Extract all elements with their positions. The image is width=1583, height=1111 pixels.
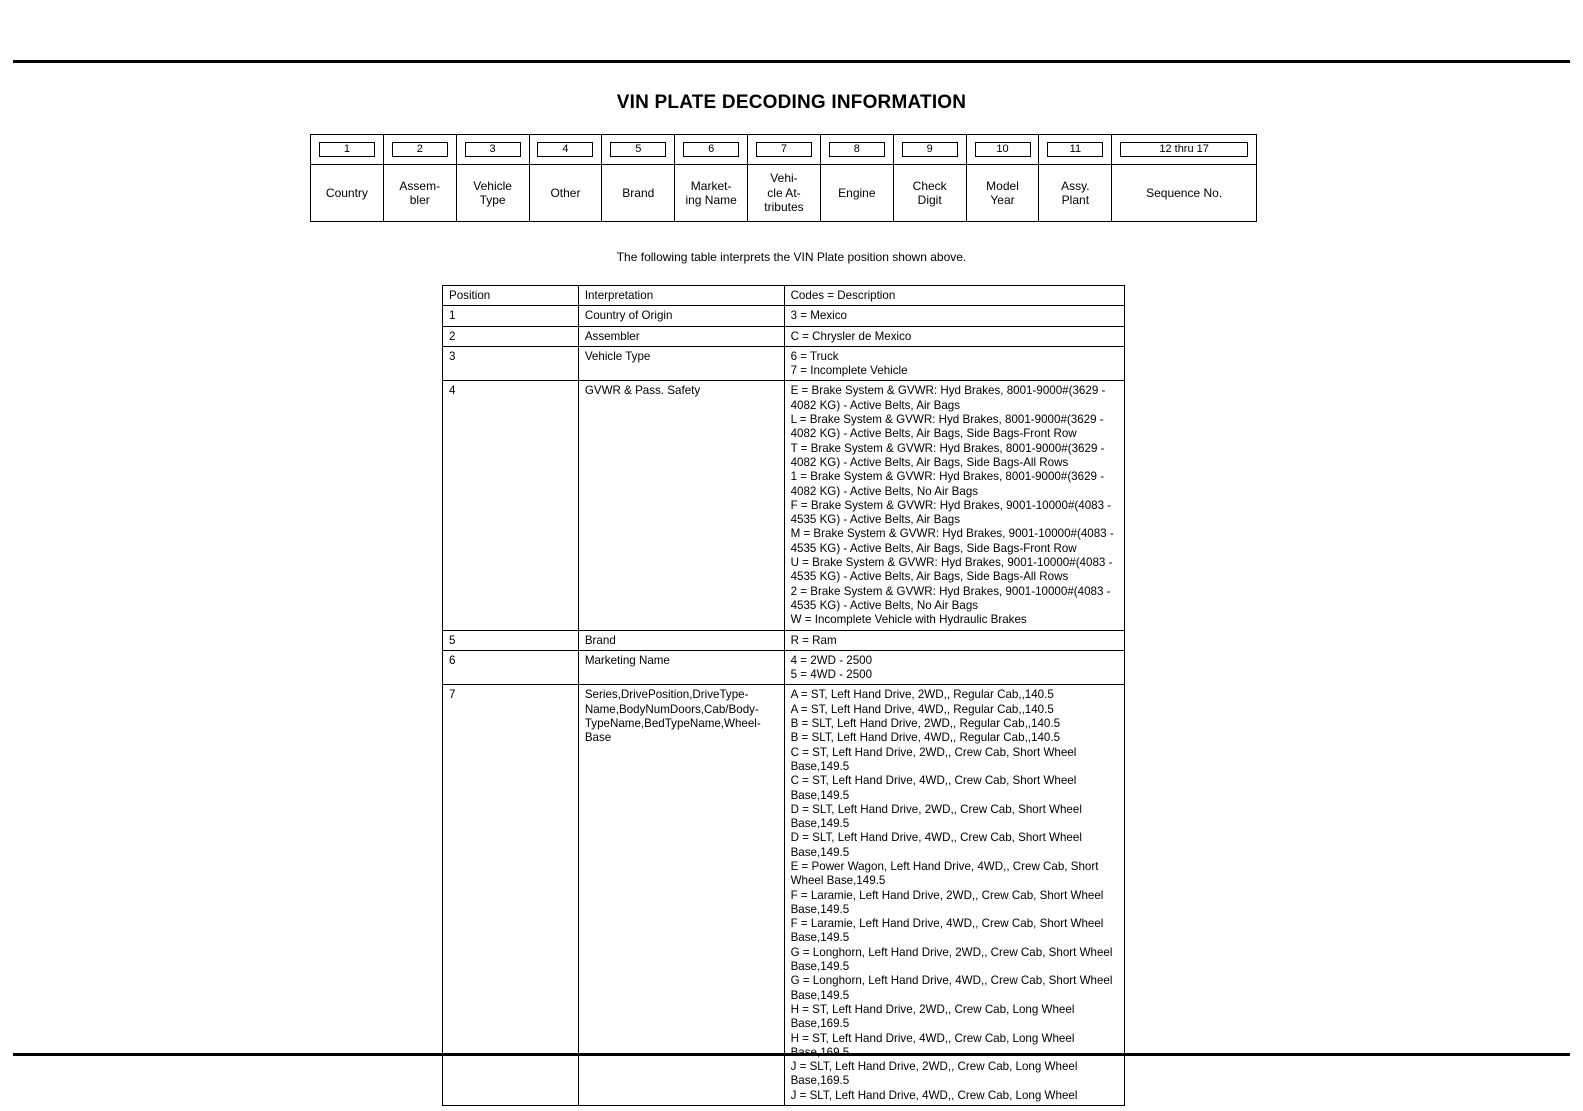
vin-position-6 (675, 135, 748, 221)
vin-position-1 (311, 135, 384, 221)
vin-position-3 (457, 135, 530, 221)
code-entry: B = SLT, Left Hand Drive, 2WD,, Regular Cab,,140.5 (790, 717, 1061, 731)
code-entry: 3 = Mexico (790, 309, 847, 323)
code-entry: D = SLT, Left Hand Drive, 2WD,, Crew Cab, Short Wheel Base,149.5 (790, 802, 1082, 831)
codes-cell (784, 346, 1124, 381)
table-row (443, 381, 1125, 630)
vin-position-label: Assem- bler (399, 178, 441, 207)
vin-position-12 (1112, 135, 1256, 221)
vin-position-9 (894, 135, 967, 221)
top-rule (13, 60, 1570, 63)
position-cell: 5 (443, 630, 579, 650)
position-cell: 3 (443, 346, 579, 381)
table-row (443, 630, 1125, 650)
position-cell: 2 (443, 326, 579, 346)
code-entry: E = Power Wagon, Left Hand Drive, 4WD,, Crew Cab, Short Wheel Base,149.5 (790, 859, 1099, 888)
code-entry: G = Longhorn, Left Hand Drive, 4WD,, Crew Cab, Short Wheel Base,149.5 (790, 974, 1113, 1002)
code-entry: C = ST, Left Hand Drive, 4WD,, Crew Cab, Short Wheel Base,149.5 (790, 774, 1077, 802)
code-entry: M = Brake System & GVWR: Hyd Brakes, 9001-10000#(4083 - 4535 KG) - Active Belts, Air Bags, Side Bags-Front Row (790, 527, 1114, 555)
vin-position-label: Model Year (986, 178, 1019, 207)
code-entry: R = Ram (790, 633, 837, 647)
interpretation-cell: GVWR & Pass. Safety (578, 381, 784, 630)
bottom-rule (13, 1053, 1570, 1056)
code-entry: 2 = Brake System & GVWR: Hyd Brakes, 9001-10000#(4083 - 4535 KG) - Active Belts, No Air Bags (790, 584, 1111, 612)
code-entry: F = Laramie, Left Hand Drive, 2WD,, Crew Cab, Short Wheel Base,149.5 (790, 888, 1104, 916)
code-entry: F = Laramie, Left Hand Drive, 4WD,, Crew Cab, Short Wheel Base,149.5 (790, 917, 1104, 945)
code-entry: U = Brake System & GVWR: Hyd Brakes, 9001-10000#(4083 - 4535 KG) - Active Belts, Air Bags, Side Bags-All Rows (790, 556, 1113, 584)
position-cell: 6 (443, 650, 579, 685)
intro-text: The following table interprets the VIN Plate position shown above. (616, 250, 967, 264)
vin-position-number: 10 (975, 142, 1031, 157)
interpretation-cell: Country of Origin (578, 306, 784, 326)
position-cell: 4 (443, 381, 579, 630)
vin-position-label: Assy. Plant (1061, 178, 1090, 207)
vin-position-number: 4 (537, 142, 593, 157)
codes-cell (784, 381, 1124, 630)
code-entry: E = Brake System & GVWR: Hyd Brakes, 8001-9000#(3629 - 4082 KG) - Active Belts, Air Bags (790, 384, 1106, 412)
vin-position-strip (310, 134, 1257, 222)
code-entry: H = ST, Left Hand Drive, 4WD,, Crew Cab, Long Wheel (790, 1031, 1075, 1045)
vin-position-number: 5 (610, 142, 666, 157)
codes-cell (784, 306, 1124, 326)
vin-position-2 (384, 135, 457, 221)
code-entry: 1 = Brake System & GVWR: Hyd Brakes, 8001-9000#(3629 - 4082 KG) - Active Belts, No Air Bags (790, 470, 1105, 498)
vin-position-5 (602, 135, 675, 221)
table-row (443, 685, 1125, 1106)
codes-cell (784, 650, 1124, 685)
code-entry: H = ST, Left Hand Drive, 2WD,, Crew Cab, Long Wheel Base,169.5 (790, 1002, 1075, 1031)
interpretation-cell: Series,DrivePosition,DriveType-Name,BodyNumDoors,Cab/Body-TypeName,BedTypeName,Wheel-Base (578, 685, 784, 1106)
vin-position-label: Vehicle Type (473, 178, 512, 207)
vin-position-8 (821, 135, 894, 221)
vin-position-label: Other (550, 185, 581, 200)
vin-position-10 (967, 135, 1040, 221)
vin-position-label: Vehi- cle At- tributes (764, 171, 804, 215)
code-entry: C = Chrysler de Mexico (790, 329, 912, 343)
vin-position-label: Engine (838, 185, 876, 200)
code-entry: A = ST, Left Hand Drive, 2WD,, Regular Cab,,140.5 (790, 688, 1054, 702)
code-entry: 7 = Incomplete Vehicle (790, 364, 908, 378)
code-entry: C = ST, Left Hand Drive, 2WD,, Crew Cab, Short Wheel Base,149.5 (790, 745, 1077, 773)
vin-position-number: 8 (829, 142, 885, 157)
header-codes: Codes = Description (784, 286, 1124, 306)
interpretation-cell: Assembler (578, 326, 784, 346)
vin-position-4 (530, 135, 603, 221)
interpretation-cell: Vehicle Type (578, 346, 784, 381)
vin-position-number: 1 (319, 142, 375, 157)
code-entry: L = Brake System & GVWR: Hyd Brakes, 8001-9000#(3629 - 4082 KG) - Active Belts, Air Bags, Side Bags-Front Row (790, 413, 1104, 441)
code-entry: D = SLT, Left Hand Drive, 4WD,, Crew Cab, Short Wheel Base,149.5 (790, 831, 1082, 859)
code-entry: G = Longhorn, Left Hand Drive, 2WD,, Crew Cab, Short Wheel Base,149.5 (790, 945, 1113, 974)
code-entry: 4 = 2WD - 2500 (790, 653, 873, 667)
table-row (443, 306, 1125, 326)
codes-cell (784, 326, 1124, 346)
vin-position-label: Brand (622, 185, 655, 200)
header-interpretation: Interpretation (578, 286, 784, 306)
table-row (443, 346, 1125, 381)
code-entry: J = SLT, Left Hand Drive, 4WD,, Crew Cab, Long Wheel (790, 1088, 1078, 1102)
vin-position-number: 12 thru 17 (1120, 142, 1248, 157)
vin-position-7 (748, 135, 821, 221)
table-row (443, 650, 1125, 685)
code-entry: 5 = 4WD - 2500 (790, 668, 873, 682)
vin-position-number: 9 (902, 142, 958, 157)
vin-position-label: Sequence No. (1146, 185, 1223, 200)
position-cell: 7 (443, 685, 579, 1106)
code-entry: F = Brake System & GVWR: Hyd Brakes, 9001-10000#(4083 - 4535 KG) - Active Belts, Air Bags (790, 498, 1112, 527)
code-entry: T = Brake System & GVWR: Hyd Brakes, 8001-9000#(3629 - 4082 KG) - Active Belts, Air Bags, Side Bags-All Rows (790, 441, 1105, 469)
vin-position-label: Market- ing Name (685, 178, 737, 207)
code-entry: 6 = Truck (790, 349, 839, 363)
vin-position-label: Check Digit (912, 178, 947, 207)
vin-position-label: Country (325, 185, 368, 200)
page-title: VIN PLATE DECODING INFORMATION (616, 92, 967, 113)
vin-position-11 (1039, 135, 1112, 221)
vin-position-number: 2 (392, 142, 448, 157)
header-position: Position (443, 286, 579, 306)
codes-cell (784, 630, 1124, 650)
interpretation-cell: Marketing Name (578, 650, 784, 685)
code-entry: B = SLT, Left Hand Drive, 4WD,, Regular Cab,,140.5 (790, 731, 1061, 745)
codes-cell (784, 685, 1124, 1106)
table-header-row (443, 286, 1125, 306)
position-cell: 1 (443, 306, 579, 326)
table-row (443, 326, 1125, 346)
vin-decode-table (442, 285, 1125, 1106)
vin-position-number: 6 (683, 142, 739, 157)
code-entry: J = SLT, Left Hand Drive, 2WD,, Crew Cab, Long Wheel Base,169.5 (790, 1060, 1078, 1088)
vin-position-number: 3 (465, 142, 521, 157)
interpretation-cell: Brand (578, 630, 784, 650)
vin-position-number: 7 (756, 142, 812, 157)
code-entry: W = Incomplete Vehicle with Hydraulic Brakes (790, 613, 1027, 627)
code-entry: A = ST, Left Hand Drive, 4WD,, Regular Cab,,140.5 (790, 702, 1054, 716)
vin-position-number: 11 (1047, 142, 1103, 157)
